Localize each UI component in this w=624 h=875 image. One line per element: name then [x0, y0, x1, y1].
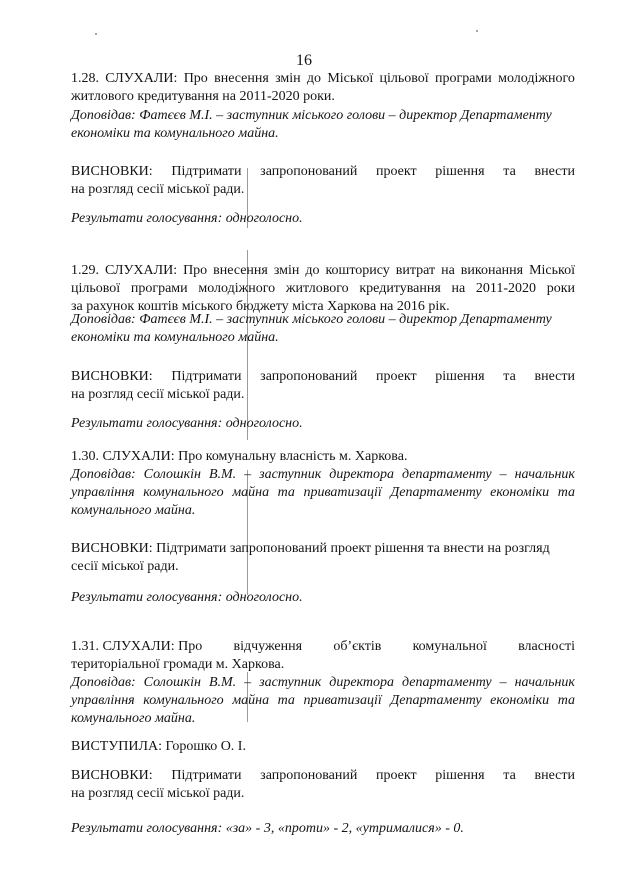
text-line: цільової програми молодіжного житлового кредитування на 2011-2020 роки: [71, 281, 575, 296]
text-line: ВИСНОВКИ: Підтримати запропонований проект рішення та внести на розгляд: [71, 541, 550, 556]
text-line: на розгляд сесії міської ради.: [71, 387, 245, 402]
item-conclusion: [71, 163, 575, 199]
item-speaker: [71, 674, 575, 728]
text-line: 1.31. СЛУХАЛИ: Про відчуження об’єктів комунальної власності: [71, 639, 575, 654]
text-line: Доповідав: Солошкін В.М. – заступник директора департаменту – начальник: [71, 675, 575, 690]
text-line: економіки та комунального майна.: [71, 126, 279, 141]
text-line: економіки та комунального майна.: [71, 330, 279, 345]
text-line: сесії міської ради.: [71, 559, 179, 574]
item-conclusion: [71, 540, 575, 576]
item-speaker: [71, 466, 575, 520]
text-line: управління комунального майна та приватизації Департаменту економіки та: [71, 693, 575, 708]
item-heard: [71, 638, 575, 674]
item-speaker: [71, 311, 575, 347]
text-line: ВИСНОВКИ: Підтримати запропонований проект рішення та внести: [71, 768, 575, 783]
text-line: 1.30. СЛУХАЛИ: Про комунальну власність м. Харкова.: [71, 449, 408, 464]
text-line: ВИСНОВКИ: Підтримати запропонований проект рішення та внести: [71, 164, 575, 179]
item-spoke: ВИСТУПИЛА: Горошко О. І.: [71, 739, 246, 754]
item-heard: [71, 448, 575, 466]
text-line: комунального майна.: [71, 711, 196, 726]
text-line: комунального майна.: [71, 503, 196, 518]
item-vote: Результати голосування: одноголосно.: [71, 211, 303, 226]
item-vote: Результати голосування: «за» - 3, «проти» - 2, «утрималися» - 0.: [71, 821, 464, 836]
text-line: 1.29. СЛУХАЛИ: Про внесення змін до кошторису витрат на виконання Міської: [71, 263, 575, 278]
text-line: житлового кредитування на 2011-2020 роки.: [71, 89, 335, 104]
text-line: Доповідав: Фатєєв М.І. – заступник міського голови – директор Департаменту: [71, 312, 552, 327]
text-line: територіальної громади м. Харкова.: [71, 657, 285, 672]
text-line: Доповідав: Солошкін В.М. – заступник директора департаменту – начальник: [71, 467, 575, 482]
text-line: управління комунального майна та приватизації Департаменту економіки та: [71, 485, 575, 500]
item-vote: Результати голосування: одноголосно.: [71, 590, 303, 605]
text-line: на розгляд сесії міської ради.: [71, 786, 245, 801]
item-speaker: [71, 107, 575, 143]
page-number: 16: [296, 52, 312, 69]
scan-speck: [95, 33, 97, 35]
text-line: ВИСНОВКИ: Підтримати запропонований проект рішення та внести: [71, 369, 575, 384]
text-line: Доповідав: Фатєєв М.І. – заступник міського голови – директор Департаменту: [71, 108, 552, 123]
text-line: за рахунок коштів міського бюджету міста Харкова на 2016 рік.: [71, 299, 450, 314]
text-line: 1.28. СЛУХАЛИ: Про внесення змін до Міської цільової програми молодіжного: [71, 71, 575, 86]
text-line: на розгляд сесії міської ради.: [71, 182, 245, 197]
scan-speck: [476, 30, 478, 32]
item-heard: [71, 262, 575, 316]
item-vote: Результати голосування: одноголосно.: [71, 416, 303, 431]
item-conclusion: [71, 368, 575, 404]
item-conclusion: [71, 767, 575, 803]
item-heard: [71, 70, 575, 106]
